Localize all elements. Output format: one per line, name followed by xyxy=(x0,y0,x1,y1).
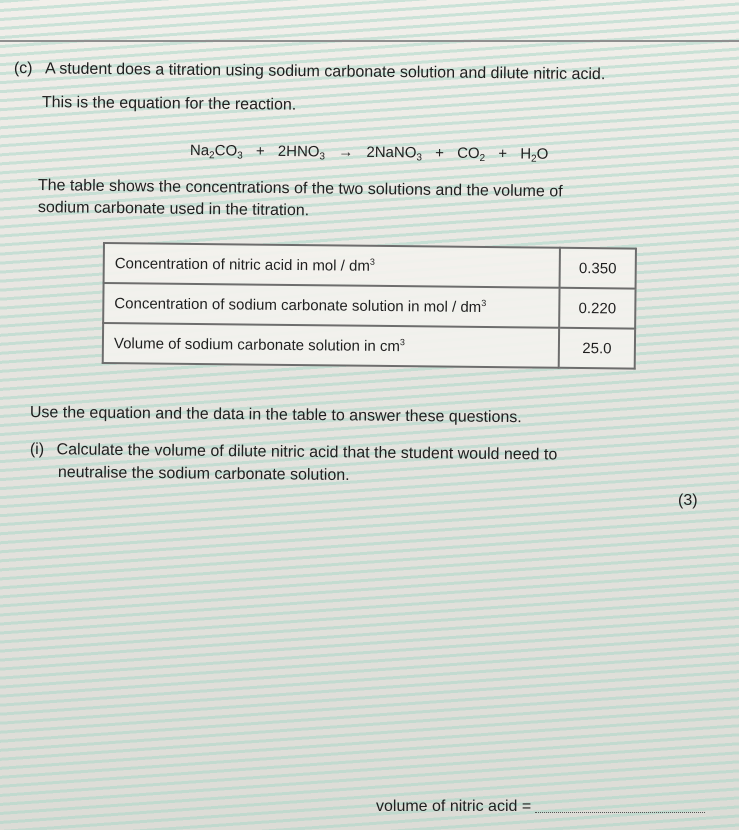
plus-sign: + xyxy=(255,142,265,160)
row-label: Concentration of sodium carbonate solution in mol / $dm^3$ xyxy=(103,283,559,328)
plus-sign: + xyxy=(435,144,445,162)
answer-blank[interactable] xyxy=(535,812,705,813)
sub-question-label: (i) xyxy=(29,440,45,459)
answer-line xyxy=(376,798,705,816)
row-value: 0.220 xyxy=(559,288,635,329)
data-table xyxy=(102,242,637,370)
row-label: Volume of sodium carbonate solution in $cm^3$ xyxy=(103,323,559,368)
table-intro-line-1: The table shows the concentrations of the two solutions and the volume of xyxy=(37,176,563,201)
table-row xyxy=(103,283,635,329)
top-rule xyxy=(0,40,739,42)
chemical-equation xyxy=(190,142,549,163)
use-instruction: Use the equation and the data in the table to answer these questions. xyxy=(29,403,522,427)
question-intro: A student does a titration using sodium carbonate solution and dilute nitric acid. xyxy=(44,60,606,84)
product-sodium-nitrate: 2NaNO$_3$ xyxy=(366,143,423,164)
table-row xyxy=(103,323,635,369)
table-row xyxy=(104,243,636,289)
question-intro-line xyxy=(14,59,606,85)
reactant-sodium-carbonate: $Na_2CO_3$ xyxy=(189,142,243,162)
table-intro-line-2: sodium carbonate used in the titration. xyxy=(37,198,310,220)
row-value: 25.0 xyxy=(559,328,635,369)
equation-intro: This is the equation for the reaction. xyxy=(41,93,297,114)
row-value: 0.350 xyxy=(560,248,636,289)
plus-sign: + xyxy=(498,145,508,163)
part-label: (c) xyxy=(13,59,33,78)
sub-question-text: Calculate the volume of dilute nitric acid that the student would need to xyxy=(56,441,558,464)
sub-question-line-2: neutralise the sodium carbonate solution. xyxy=(57,463,350,485)
product-carbon-dioxide: $CO_2$ xyxy=(457,144,486,165)
reactant-nitric-acid: $2HNO_3$ xyxy=(277,142,326,163)
sub-question-line-1 xyxy=(30,440,558,466)
reaction-arrow: → xyxy=(338,143,354,161)
marks-allocation: (3) xyxy=(678,492,698,509)
answer-label: volume of nitric acid = xyxy=(376,798,532,815)
row-label: Concentration of nitric acid in mol / $dm^3$ xyxy=(104,243,560,288)
product-water: $H_2O$ xyxy=(520,145,549,165)
